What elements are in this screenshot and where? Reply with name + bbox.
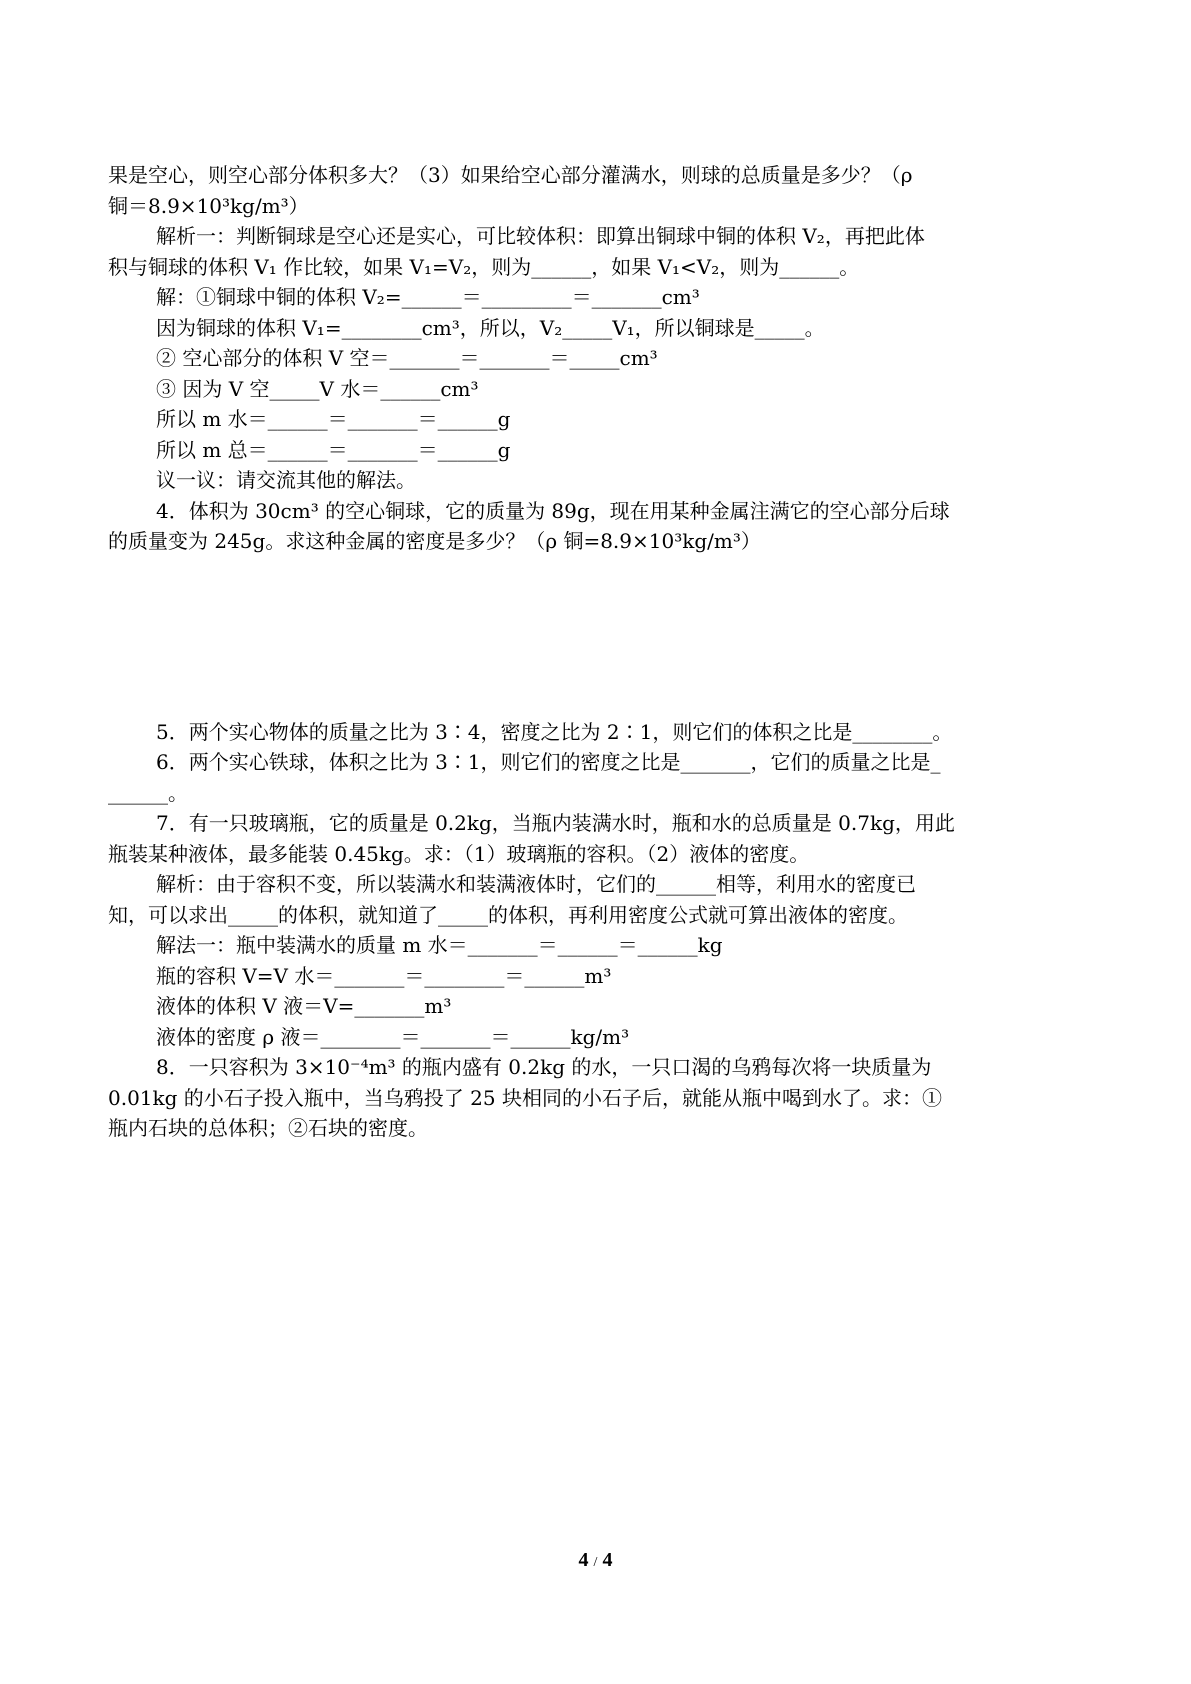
text-line: 解：①铜球中铜的体积 V₂=______＝_________＝_______cm³ xyxy=(156,285,700,309)
text-line: 解法一：瓶中装满水的质量 m 水＝_______＝______＝______kg xyxy=(156,933,723,957)
page-separator: / xyxy=(593,1555,598,1570)
page-current: 4 xyxy=(578,1549,589,1571)
question-6: 6．两个实心铁球，体积之比为 3∶1，则它们的密度之比是_______，它们的质量之比是_ xyxy=(156,750,941,774)
page-number xyxy=(0,1545,1191,1579)
text-line: 积与铜球的体积 V₁ 作比较，如果 V₁=V₂，则为______，如果 V₁<V₂，则为______。 xyxy=(108,254,860,279)
text-line: 瓶内石块的总体积；②石块的密度。 xyxy=(108,1116,428,1140)
text-line: 所以 m 水＝______＝_______＝______g xyxy=(156,407,511,431)
text-line: 的质量变为 245g。求这种金属的密度是多少？（ρ 铜=8.9×10³kg/m³） xyxy=(108,529,761,553)
text-line: ② 空心部分的体积 V 空＝_______＝_______＝_____cm³ xyxy=(156,346,658,370)
text-line: 知，可以求出_____的体积，就知道了_____的体积，再利用密度公式就可算出液体的密度。 xyxy=(108,902,908,927)
page-body xyxy=(108,160,1090,1144)
text-line: 瓶装某种液体，最多能装 0.45kg。求：（1）玻璃瓶的容积。（2）液体的密度。 xyxy=(108,841,810,866)
text-line: ______。 xyxy=(108,780,188,805)
text-line: 因为铜球的体积 V₁=________cm³，所以，V₂_____V₁，所以铜球是_____。 xyxy=(156,315,825,340)
question-5: 5．两个实心物体的质量之比为 3∶4，密度之比为 2∶1，则它们的体积之比是________。 xyxy=(156,719,953,744)
text-line: 果是空心，则空心部分体积多大？（3）如果给空心部分灌满水，则球的总质量是多少？（ρ xyxy=(108,163,913,187)
text-line: 解析：由于容积不变，所以装满水和装满液体时，它们的______相等，利用水的密度已 xyxy=(156,872,916,896)
question-7: 7．有一只玻璃瓶，它的质量是 0.2kg，当瓶内装满水时，瓶和水的总质量是 0.7kg，用此 xyxy=(156,811,955,835)
answer-space xyxy=(108,557,1090,717)
text-line: 瓶的容积 V=V 水＝_______＝________＝______m³ xyxy=(156,963,612,988)
text-line: 液体的密度 ρ 液＝________＝_______＝______kg/m³ xyxy=(156,1024,630,1049)
text-line: 解析一：判断铜球是空心还是实心，可比较体积：即算出铜球中铜的体积 V₂，再把此体 xyxy=(156,224,925,248)
question-4: 4．体积为 30cm³ 的空心铜球，它的质量为 89g，现在用某种金属注满它的空心部分后球 xyxy=(156,498,950,523)
question-8: 8．一只容积为 3×10⁻⁴m³ 的瓶内盛有 0.2kg 的水，一只口渴的乌鸦每次将一块质量为 xyxy=(156,1055,932,1079)
text-line: 所以 m 总＝______＝_______＝______g xyxy=(156,437,511,462)
text-line: 0.01kg 的小石子投入瓶中，当乌鸦投了 25 块相同的小石子后，就能从瓶中喝到水了。求：① xyxy=(108,1085,942,1110)
text-line: 铜＝8.9×10³kg/m³） xyxy=(108,193,309,218)
page-total: 4 xyxy=(602,1549,613,1571)
text-line: ③ 因为 V 空_____V 水＝______cm³ xyxy=(156,376,479,401)
text-line: 液体的体积 V 液＝V=_______m³ xyxy=(156,994,452,1018)
text-line: 议一议：请交流其他的解法。 xyxy=(156,468,416,492)
